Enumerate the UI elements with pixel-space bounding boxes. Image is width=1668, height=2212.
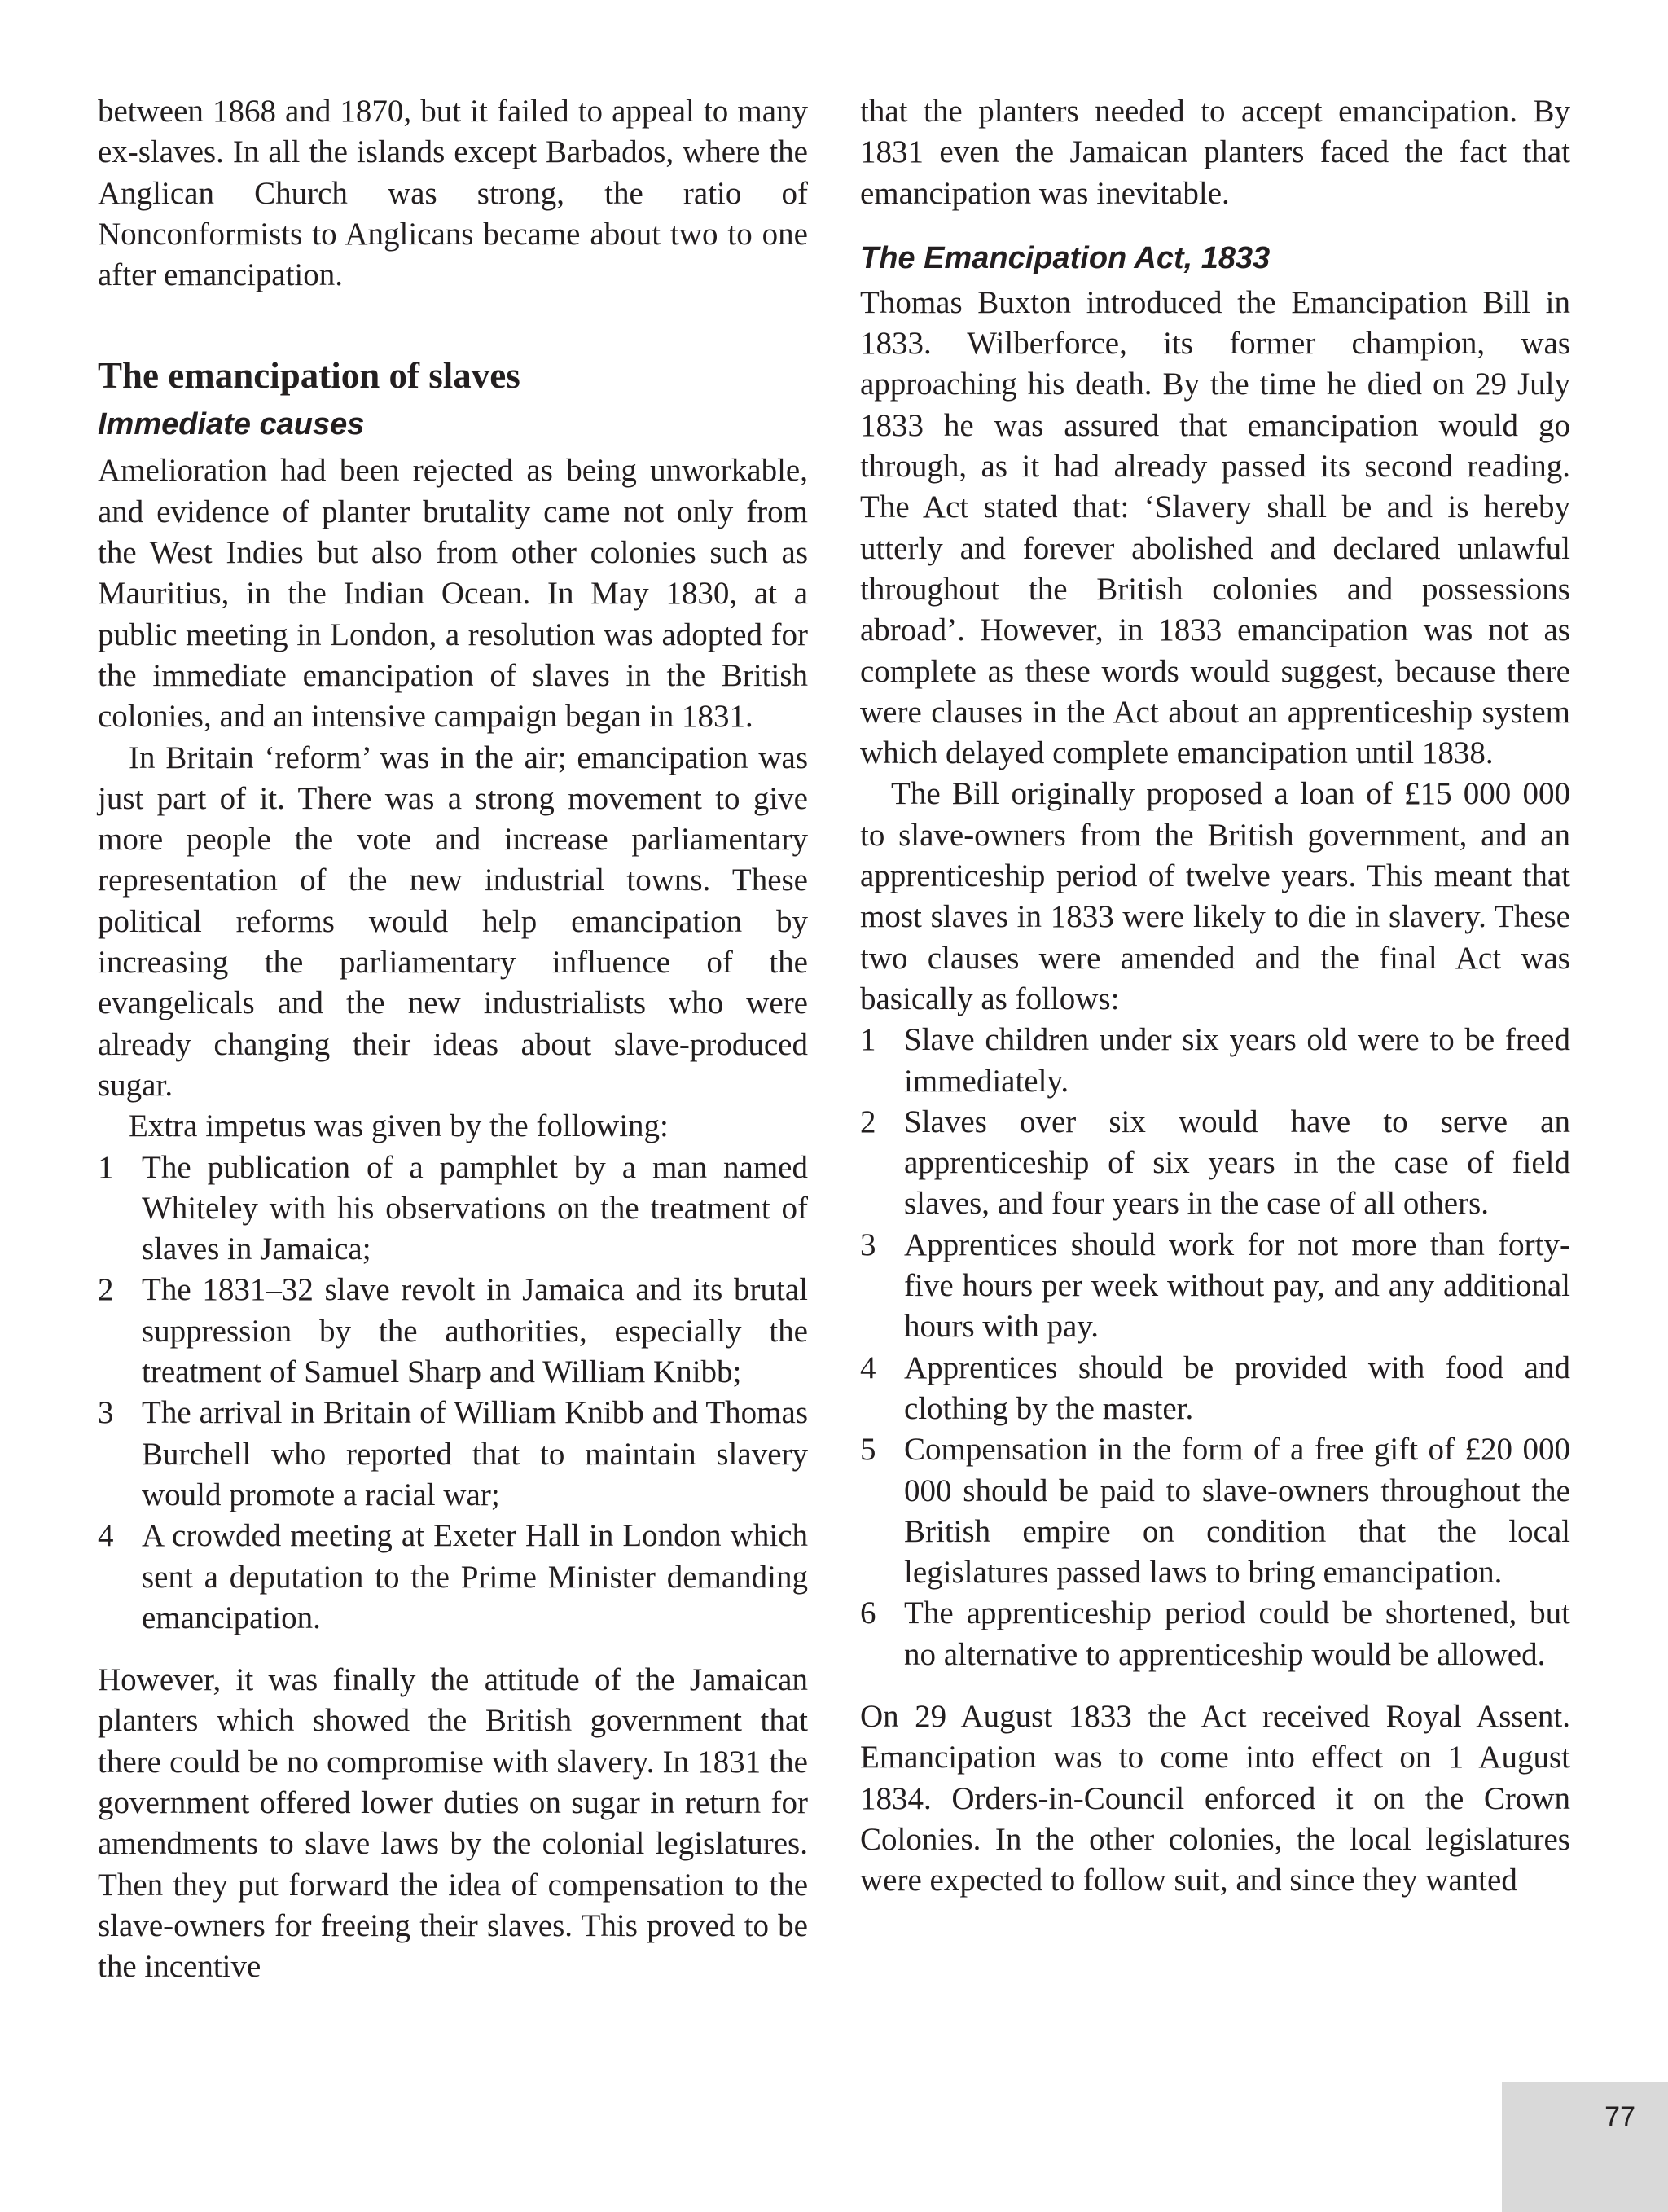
list-item: 5 Compensation in the form of a free gift of £20 000 000 should be paid to slave-owners throughout the British empire on condition that the local legislatures passed laws to bring emancipation.	[860, 1432, 1570, 1591]
causes-list	[98, 1148, 808, 1639]
page-number-tab	[1502, 2082, 1668, 2212]
left-column	[98, 91, 808, 1987]
page-number: 77	[1604, 2101, 1635, 2132]
act-clauses-list	[860, 1020, 1570, 1675]
list-item: 2 Slaves over six would have to serve an apprenticeship of six years in the case of field slaves, and four years in the case of all others.	[860, 1104, 1570, 1222]
list-item: 4 Apprentices should be provided with food and clothing by the master.	[860, 1350, 1570, 1426]
paragraph-continuation: that the planters needed to accept emancipation. By 1831 even the Jamaican planters faced the fact that emancipation was inevitable.	[860, 94, 1570, 211]
paragraph-royal-assent: On 29 August 1833 the Act received Royal Assent. Emancipation was to come into effect on 1 August 1834. Orders-in-Council enforced it on the Crown Colonies. In the other colonies, the local legislatures were expected to follow suit, and since they wanted	[860, 1698, 1570, 1898]
list-item: 1 Slave children under six years old were to be freed immediately.	[860, 1022, 1570, 1099]
paragraph-reform: In Britain ‘reform’ was in the air; emancipation was just part of it. There was a strong movement to give more people the vote and increase parliamentary representation of the new industrial towns. These political reforms would help emancipation by increasing the parliamentary influence of the evangelicals and the new industrialists who were already changing their ideas about slave-produced sugar.	[98, 740, 808, 1103]
paragraph-bill-proposal: The Bill originally proposed a loan of £15 000 000 to slave-owners from the British government, and an apprenticeship period of twelve years. This meant that most slaves in 1833 were likely to die in slavery. These two clauses were amended and the final Act was basically as follows:	[860, 776, 1570, 1016]
subheading-emancipation-act: The Emancipation Act, 1833	[860, 240, 1271, 275]
right-column	[860, 91, 1570, 1901]
paragraph-buxton: Thomas Buxton introduced the Emancipation Bill in 1833. Wilberforce, its former champion, was approaching his death. By the time he died on 29 July 1833 he was assured that emancipation would go through, as it had already passed its second reading. The Act stated that: ‘Slavery shall be and is hereby utterly and forever abolished and declared unlawful throughout the British colonies and possessions abroad’. However, in 1833 emancipation was not as complete as these words would suggest, because there were clauses in the Act about an apprenticeship system which delayed complete emancipation until 1838.	[860, 284, 1570, 771]
list-item: 3 Apprentices should work for not more than forty-five hours per week without pay, and any additional hours with pay.	[860, 1227, 1570, 1345]
list-item: 2 The 1831–32 slave revolt in Jamaica and its brutal suppression by the authorities, especially the treatment of Samuel Sharp and William Knibb;	[98, 1272, 808, 1390]
section-heading: The emancipation of slaves	[98, 355, 520, 397]
paragraph-jamaican-planters: However, it was finally the attitude of the Jamaican planters which showed the British government that there could be no compromise with slavery. In 1831 the government offered lower duties on sugar in return for amendments to slave laws by the colonial legislatures. Then they put forward the idea of compensation to the slave-owners for freeing their slaves. This proved to be the incentive	[98, 1662, 808, 1985]
list-item: 3 The arrival in Britain of William Knibb and Thomas Burchell who reported that to maintain slavery would promote a racial war;	[98, 1395, 808, 1512]
paragraph-continuation: between 1868 and 1870, but it failed to appeal to many ex-slaves. In all the islands except Barbados, where the Anglican Church was strong, the ratio of Nonconformists to Anglicans became about two to one after emancipation.	[98, 94, 808, 293]
paragraph-extra-impetus: Extra impetus was given by the following:	[129, 1108, 669, 1144]
paragraph-amelioration: Amelioration had been rejected as being unworkable, and evidence of planter brutality came not only from the West Indies but also from other colonies such as Mauritius, in the Indian Ocean. In May 1830, at a public meeting in London, a resolution was adopted for the immediate emancipation of slaves in the British colonies, and an intensive campaign began in 1831.	[98, 453, 808, 735]
subheading-immediate-causes: Immediate causes	[98, 407, 365, 442]
list-item: 4 A crowded meeting at Exeter Hall in London which sent a deputation to the Prime Minister demanding emancipation.	[98, 1518, 808, 1635]
list-item: 1 The publication of a pamphlet by a man named Whiteley with his observations on the treatment of slaves in Jamaica;	[98, 1149, 808, 1267]
list-item: 6 The apprenticeship period could be shortened, but no alternative to apprenticeship would be allowed.	[860, 1595, 1570, 1672]
